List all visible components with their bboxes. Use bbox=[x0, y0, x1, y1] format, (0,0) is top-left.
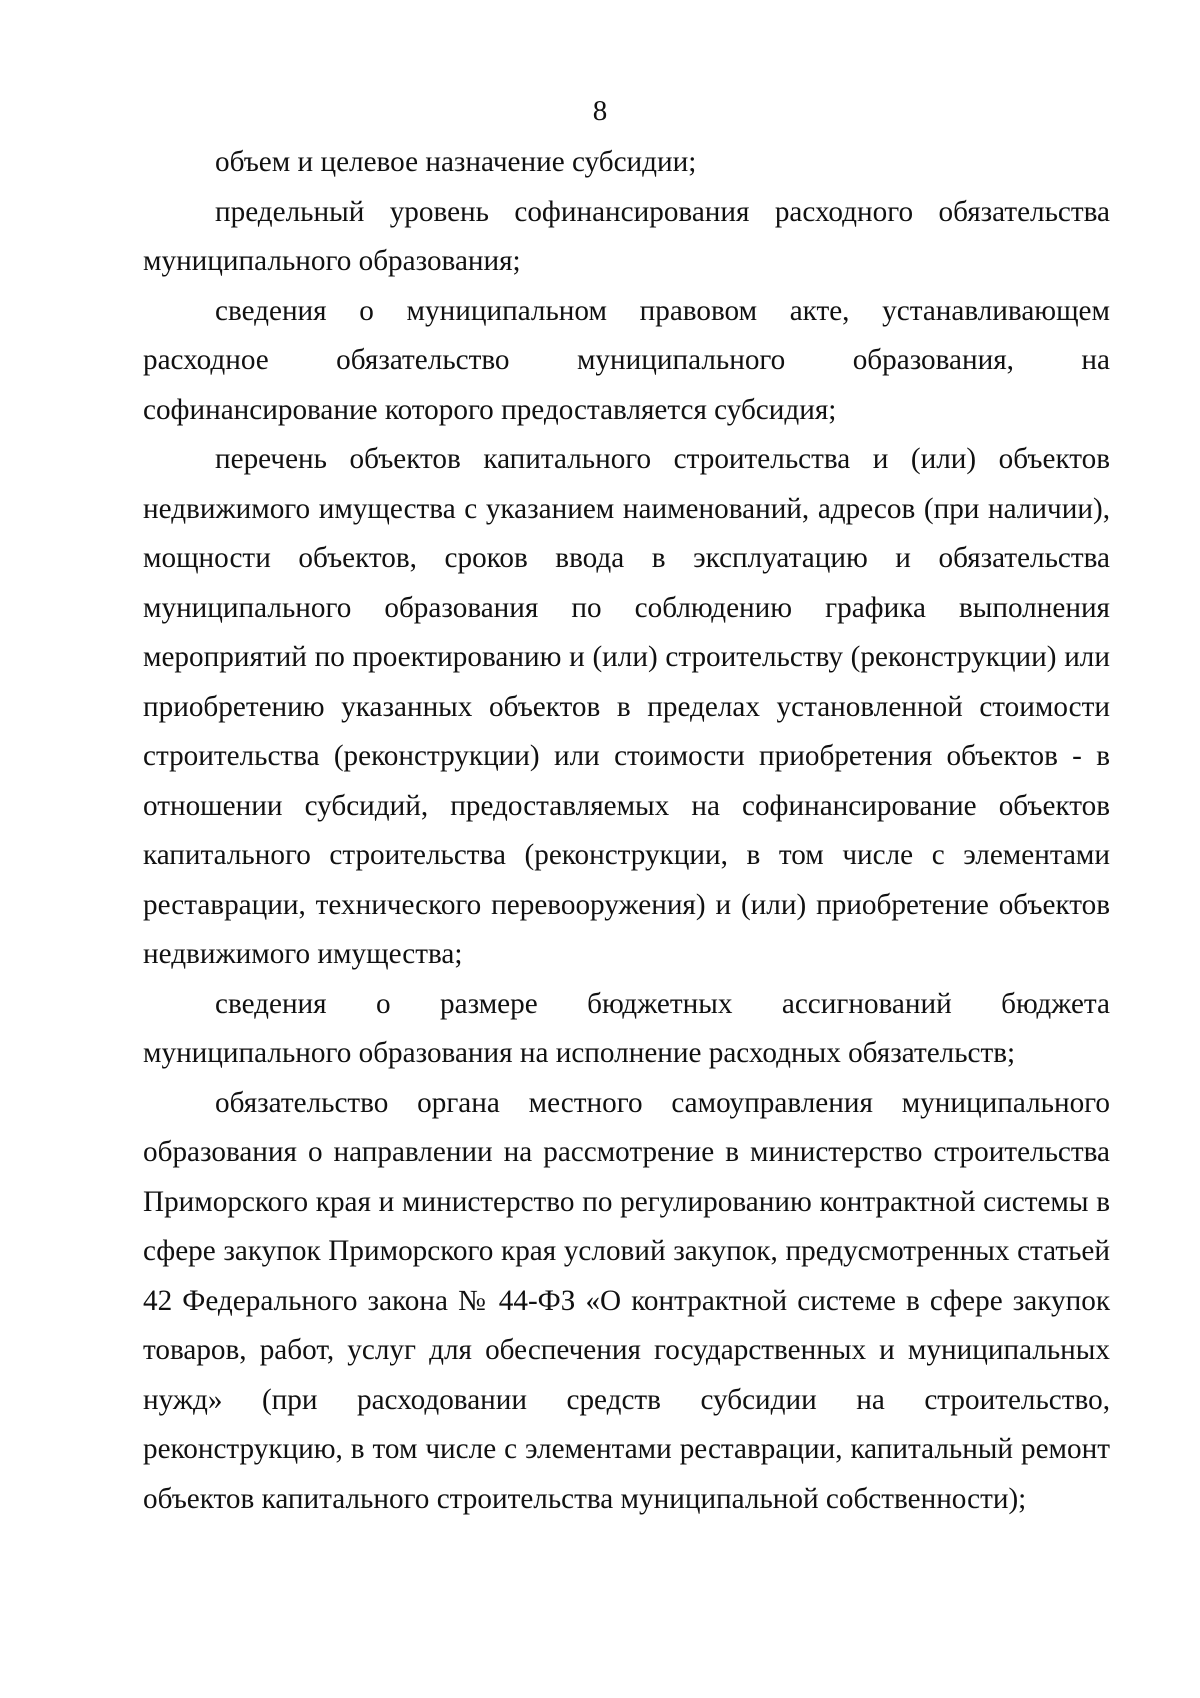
paragraph-municipal-act: сведения о муниципальном правовом акте, устанавливающем расходное обязательство муниципального образования, на софинансирование которого предоставляется субсидия; bbox=[143, 294, 1110, 426]
page-number: 8 bbox=[592, 95, 608, 127]
paragraph-cofinancing-level: предельный уровень софинансирования расходного обязательства муниципального образования; bbox=[143, 195, 1110, 277]
paragraph-procurement-obligation: обязательство органа местного самоуправления муниципального образования о направлении на рассмотрение в министерство строительства Приморского края и министерство по регулированию контрактной системы в сфере закупок Приморского края условий закупок, предусмотренных статьей 42 Федерального закона № 44-ФЗ «О контрактной системе в сфере закупок товаров, работ, услуг для обеспечения государственных и муниципальных нужд» (при расходовании средств субсидии на строительство, реконструкцию, в том числе с элементами реставрации, капитальный ремонт объектов капитального строительства муниципальной собственности); bbox=[143, 1086, 1110, 1515]
paragraph-objects-list: перечень объектов капитального строительства и (или) объектов недвижимого имущества с указанием наименований, адресов (при наличии), мощности объектов, сроков ввода в эксплуатацию и обязательства муниципального образования по соблюдению графика выполнения мероприятий по проектированию и (или) строительству (реконструкции) или приобретению указанных объектов в пределах установленной стоимости строительства (реконструкции) или стоимости приобретения объектов - в отношении субсидий, предоставляемых на софинансирование объектов капитального строительства (реконструкции, в том числе с элементами реставрации, технического перевооружения) и (или) приобретение объектов недвижимого имущества; bbox=[143, 443, 1110, 970]
document-body bbox=[143, 138, 1110, 1524]
paragraph-subsidy-volume: объем и целевое назначение субсидии; bbox=[215, 146, 697, 178]
paragraph-budget-allocations: сведения о размере бюджетных ассигнований бюджета муниципального образования на исполнение расходных обязательств; bbox=[143, 987, 1110, 1069]
